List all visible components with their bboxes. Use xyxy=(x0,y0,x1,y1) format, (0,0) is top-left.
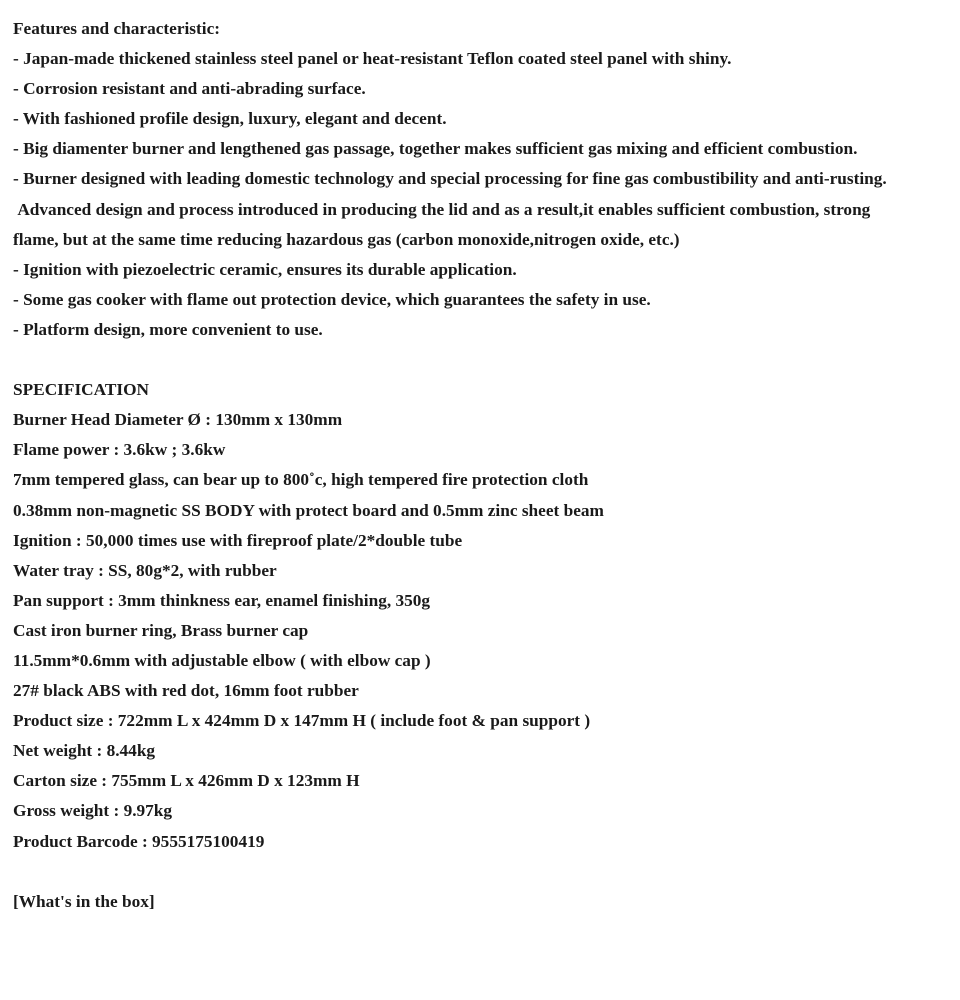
spec-item: 7mm tempered glass, can bear up to 800˚c, high tempered fire protection cloth xyxy=(13,470,589,490)
box-contents-section xyxy=(13,887,913,917)
spec-item: Cast iron burner ring, Brass burner cap xyxy=(13,620,309,640)
feature-item: - Platform design, more convenient to use. xyxy=(13,319,323,339)
spec-item: Carton size : 755mm L x 426mm D x 123mm H xyxy=(13,771,360,791)
spec-item: Water tray : SS, 80g*2, with rubber xyxy=(13,560,277,580)
features-heading: Features and characteristic: xyxy=(13,19,220,38)
spacer xyxy=(13,857,913,887)
product-description xyxy=(13,14,913,917)
spec-item: Product Barcode : 9555175100419 xyxy=(13,831,265,851)
feature-item: - Ignition with piezoelectric ceramic, ensures its durable application. xyxy=(13,259,517,279)
spec-item: Pan support : 3mm thinkness ear, enamel finishing, 350g xyxy=(13,590,431,610)
feature-item: - Big diamenter burner and lengthened gas passage, together makes sufficient gas mixing and efficient combustion. xyxy=(13,139,858,159)
spec-item: Burner Head Diameter Ø : 130mm x 130mm xyxy=(13,410,343,430)
feature-item: - Burner designed with leading domestic technology and special processing for fine gas combustibility and anti-rusting. xyxy=(13,169,887,189)
feature-item: - With fashioned profile design, luxury, elegant and decent. xyxy=(13,109,447,129)
spec-item: Gross weight : 9.97kg xyxy=(13,801,173,821)
features-section xyxy=(13,14,913,345)
feature-item: Advanced design and process introduced in producing the lid and as a result,it enables sufficient combustion, strong flame, but at the same time reducing hazardous gas (carbon monoxide,nitrogen oxide, etc.) xyxy=(13,199,875,249)
box-contents-heading: [What's in the box] xyxy=(13,891,155,911)
spec-item: 0.38mm non-magnetic SS BODY with protect board and 0.5mm zinc sheet beam xyxy=(13,500,604,520)
spec-item: Ignition : 50,000 times use with fireproof plate/2*double tube xyxy=(13,530,463,550)
specification-section xyxy=(13,375,913,857)
spec-item: 11.5mm*0.6mm with adjustable elbow ( with elbow cap ) xyxy=(13,650,431,670)
spec-item: 27# black ABS with red dot, 16mm foot rubber xyxy=(13,681,359,701)
feature-item: - Corrosion resistant and anti-abrading surface. xyxy=(13,79,366,99)
spec-item: Product size : 722mm L x 424mm D x 147mm H ( include foot & pan support ) xyxy=(13,711,591,731)
feature-item: - Some gas cooker with flame out protection device, which guarantees the safety in use. xyxy=(13,289,651,309)
spec-item: Net weight : 8.44kg xyxy=(13,741,156,761)
spec-item: Flame power : 3.6kw ; 3.6kw xyxy=(13,440,226,460)
specification-heading: SPECIFICATION xyxy=(13,380,150,400)
spacer xyxy=(13,345,913,375)
feature-item: - Japan-made thickened stainless steel panel or heat-resistant Teflon coated steel panel with shiny. xyxy=(13,49,732,69)
